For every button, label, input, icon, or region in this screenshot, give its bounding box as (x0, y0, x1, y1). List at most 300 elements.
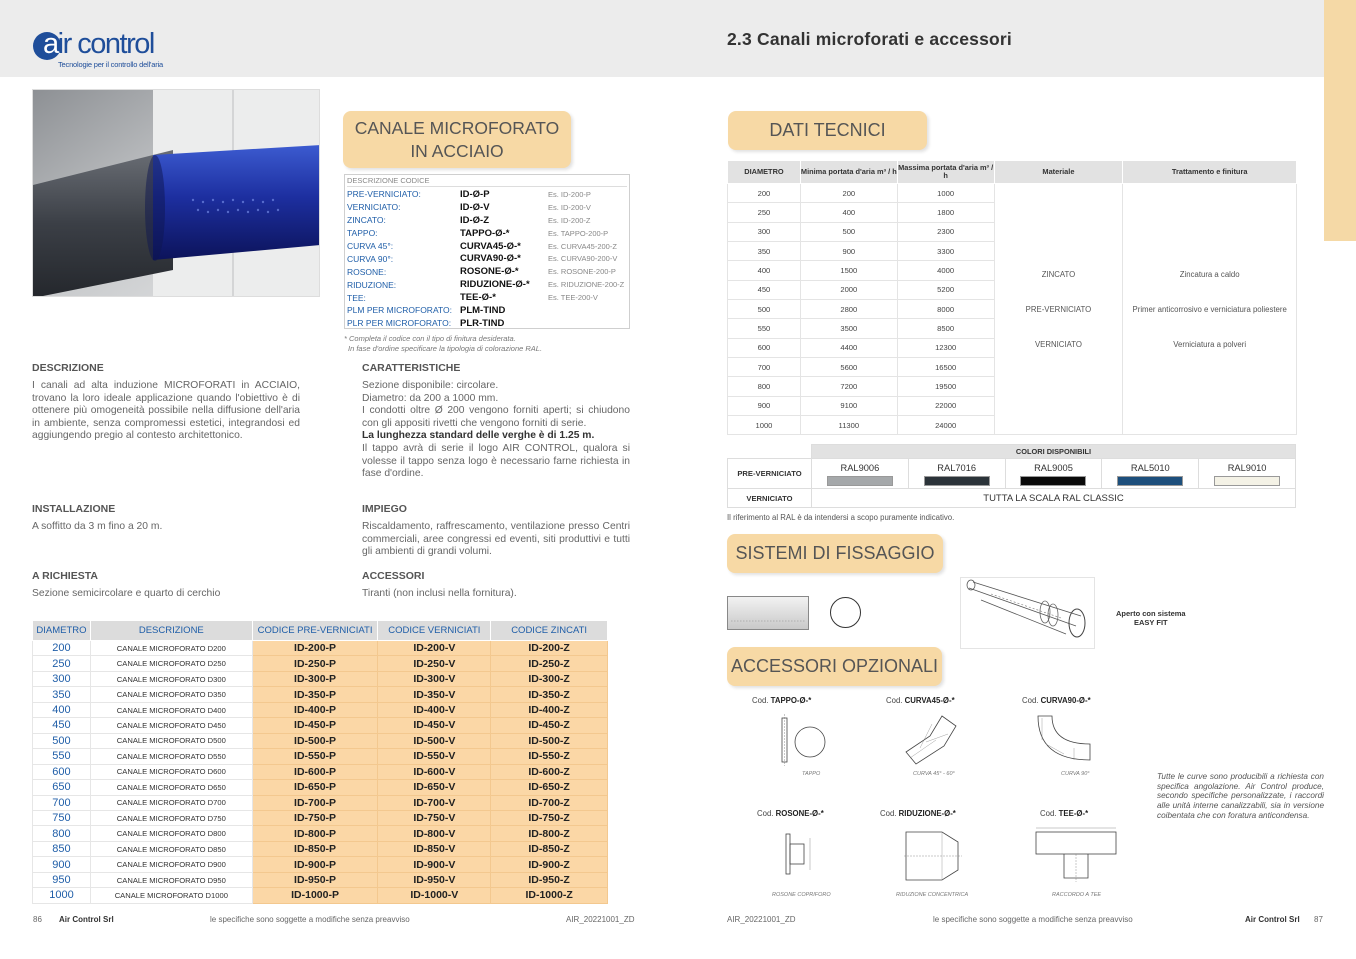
table-cell: ID-550-P (252, 749, 378, 764)
accessory-caption-curva45: CURVA 45° - 60° (913, 771, 955, 777)
caratteristiche-line5: Il tappo avrà di serie il logo AIR CONTROL, qualora si volesse il tappo senza logo è necessario farne richiesta in fase d'ordine. (362, 442, 630, 480)
table-cell: ID-250-P (252, 656, 378, 671)
tech-cell: 400 (728, 261, 801, 280)
table-cell: CANALE MICROFORATO D450 (90, 718, 252, 733)
code-example: Es. ID-200-V (548, 202, 591, 212)
tech-table (727, 160, 1297, 435)
accessory-label-curva45 (886, 696, 955, 705)
tech-row (728, 184, 1297, 203)
table-cell: 350 (33, 687, 91, 702)
table-cell: ID-350-P (252, 687, 378, 702)
a-richiesta-text: Sezione semicircolare e quarto di cerchio (32, 588, 221, 599)
color-swatch (1214, 476, 1280, 486)
color-swatch (924, 476, 990, 486)
table-row (33, 702, 608, 717)
table-cell: ID-450-V (378, 718, 491, 733)
table-cell: 750 (33, 810, 91, 825)
tech-cell: 900 (800, 241, 897, 260)
code-row (347, 265, 627, 278)
tech-cell: 3500 (800, 319, 897, 338)
table-cell: 900 (33, 857, 91, 872)
accessory-code: ROSONE-Ø-* (775, 809, 824, 818)
footer-right-disclaimer: le specifiche sono soggette a modifiche senza preavviso (933, 915, 1133, 924)
table-cell: 1000 (33, 888, 91, 903)
table-cell: ID-950-V (378, 872, 491, 887)
tech-cell: 500 (800, 222, 897, 241)
materiale-item: VERNICIATO (1034, 339, 1082, 349)
footer-right-page: 87 (1314, 915, 1323, 924)
ral-note: Il riferimento al RAL è da intendersi a scopo puramente indicativo. (727, 513, 955, 522)
descrizione-title: DESCRIZIONE (32, 362, 104, 374)
code-name: PRE-VERNICIATO: (347, 189, 421, 200)
tech-cell: 5600 (800, 357, 897, 376)
tech-cell: 16500 (897, 357, 994, 376)
caratteristiche-line3: I condotti oltre Ø 200 vengono forniti aperti; si chiudono con gli appositi rivetti che vengono forniti di serie. (362, 405, 630, 429)
page-accent-strip (1324, 0, 1356, 241)
dati-tecnici-badge: DATI TECNICI (728, 111, 927, 150)
page-title: 2.3 Canali microforati e accessori (727, 29, 1012, 49)
color-swatch-cell (908, 459, 1005, 489)
code-code: TAPPO-Ø-* (460, 227, 510, 239)
code-row (347, 240, 627, 253)
caratteristiche-line2: Diametro: da 200 a 1000 mm. (362, 392, 499, 404)
code-code: PLM-TIND (460, 304, 506, 316)
table-cell: ID-650-V (378, 780, 491, 795)
installazione-title: INSTALLAZIONE (32, 503, 116, 515)
product-table-header (33, 621, 608, 641)
code-example: Es. ID-200-Z (548, 215, 591, 225)
table-cell: ID-250-Z (491, 656, 608, 671)
code-example: Es. CURVA90-200-V (548, 254, 618, 264)
table-cell: 500 (33, 733, 91, 748)
table-cell: ID-900-V (378, 857, 491, 872)
table-cell: ID-500-V (378, 733, 491, 748)
code-name: ROSONE: (347, 266, 387, 277)
fixing-label-line2: EASY FIT (1133, 618, 1168, 627)
tech-materiale-cell (994, 184, 1123, 435)
code-code: ROSONE-Ø-* (460, 266, 519, 278)
tech-header-massima: Massima portata d'aria m³ / h (897, 161, 994, 184)
accessory-prefix: Cod. (1022, 696, 1039, 705)
colors-header-row (728, 445, 1296, 459)
fixing-section-circle (830, 597, 861, 628)
header-codice-verniciati: CODICE VERNICIATI (378, 621, 491, 641)
tech-cell: 800 (728, 377, 801, 396)
tech-cell: 500 (728, 299, 801, 318)
table-cell: 250 (33, 656, 91, 671)
footer-left-doc: AIR_20221001_ZD (566, 915, 635, 924)
table-cell: CANALE MICROFORATO D850 (90, 841, 252, 856)
table-row (33, 810, 608, 825)
accessory-caption-tee: RACCORDO A TEE (1052, 892, 1102, 898)
code-row (347, 317, 627, 330)
code-row (347, 291, 627, 304)
tech-cell: 4400 (800, 338, 897, 357)
header-descrizione: DESCRIZIONE (90, 621, 252, 641)
code-note-line2: In fase d'ordine specificare la tipologia di colorazione RAL. (348, 343, 543, 353)
tech-cell: 600 (728, 338, 801, 357)
fixing-tube-image (727, 596, 809, 630)
tech-cell: 350 (728, 241, 801, 260)
table-cell: CANALE MICROFORATO D950 (90, 872, 252, 887)
caratteristiche-line1: Sezione disponibile: circolare. (362, 380, 499, 391)
table-cell: ID-650-Z (491, 780, 608, 795)
table-row (33, 641, 608, 656)
table-cell: ID-850-V (378, 841, 491, 856)
table-cell: ID-500-Z (491, 733, 608, 748)
tech-cell: 200 (728, 184, 801, 203)
tech-cell: 8000 (897, 299, 994, 318)
table-cell: 200 (33, 641, 91, 656)
table-cell: 550 (33, 749, 91, 764)
code-row (347, 252, 627, 265)
code-name: ZINCATO: (347, 215, 386, 226)
trattamento-item: Verniciatura a polveri (1173, 339, 1247, 349)
code-name: CURVA 45°: (347, 241, 394, 251)
code-code: ID-Ø-P (460, 188, 490, 200)
logo-tagline: Tecnologie per il controllo dell'aria (58, 60, 163, 69)
tech-header-materiale: Materiale (994, 161, 1123, 184)
table-row (33, 857, 608, 872)
colors-table (727, 444, 1296, 508)
table-cell: ID-300-Z (491, 671, 608, 686)
code-description-box (344, 174, 630, 329)
table-cell: ID-750-P (252, 810, 378, 825)
table-cell: ID-600-V (378, 764, 491, 779)
materiale-item: ZINCATO (1041, 269, 1076, 279)
table-row (33, 826, 608, 841)
tech-trattamento-cell (1123, 184, 1297, 435)
table-cell: CANALE MICROFORATO D900 (90, 857, 252, 872)
table-cell: CANALE MICROFORATO D750 (90, 810, 252, 825)
table-cell: ID-350-V (378, 687, 491, 702)
table-cell: ID-450-Z (491, 718, 608, 733)
table-row (33, 687, 608, 702)
table-cell: ID-700-Z (491, 795, 608, 810)
accessory-code: CURVA90-Ø-* (1040, 696, 1091, 705)
accessory-prefix: Cod. (880, 809, 897, 818)
tech-cell: 22000 (897, 396, 994, 415)
color-swatch-name: RAL9010 (1227, 463, 1267, 473)
table-cell: CANALE MICROFORATO D650 (90, 780, 252, 795)
colors-vern-text: TUTTA LA SCALA RAL CLASSIC (812, 489, 1296, 508)
code-name: TEE: (347, 292, 366, 303)
code-example: Es. TEE-200-V (548, 293, 598, 303)
footer-right-doc: AIR_20221001_ZD (727, 915, 796, 924)
color-swatch-name: RAL7016 (937, 463, 977, 473)
table-cell: ID-400-Z (491, 702, 608, 717)
code-row (347, 278, 627, 291)
colors-vern-label: VERNICIATO (728, 489, 812, 508)
curva90-drawing (1034, 710, 1096, 768)
table-cell: ID-550-V (378, 749, 491, 764)
color-swatch-cell (1005, 459, 1102, 489)
code-code: PLR-TIND (460, 317, 505, 329)
table-row (33, 671, 608, 686)
colors-empty-cell (728, 445, 812, 459)
code-code: CURVA90-Ø-* (460, 253, 521, 265)
tech-cell: 2000 (800, 280, 897, 299)
footer-left-disclaimer: le specifiche sono soggette a modifiche senza preavviso (210, 915, 410, 924)
tech-cell: 2800 (800, 299, 897, 318)
code-row (347, 304, 627, 317)
brand-logo (33, 28, 163, 70)
table-cell: 300 (33, 671, 91, 686)
table-cell: CANALE MICROFORATO D400 (90, 702, 252, 717)
tech-cell: 3300 (897, 241, 994, 260)
code-row (347, 227, 627, 240)
table-cell: ID-650-P (252, 780, 378, 795)
code-example: Es. TAPPO-200-P (548, 228, 609, 238)
table-cell: ID-300-P (252, 671, 378, 686)
accessory-prefix: Cod. (752, 696, 769, 705)
code-code: ID-Ø-Z (460, 214, 490, 226)
code-name: VERNICIATO: (347, 202, 401, 213)
code-code: RIDUZIONE-Ø-* (460, 279, 530, 291)
table-cell: 600 (33, 764, 91, 779)
tech-cell: 550 (728, 319, 801, 338)
rosone-drawing (782, 826, 824, 882)
tech-cell: 9100 (800, 396, 897, 415)
code-example: Es. ROSONE-200-P (548, 267, 616, 277)
caratteristiche-text (362, 380, 630, 481)
accessory-label-rosone (757, 809, 824, 818)
table-cell: ID-750-Z (491, 810, 608, 825)
code-note (344, 334, 542, 353)
code-name: RIDUZIONE: (347, 279, 397, 290)
header-diametro: DIAMETRO (33, 621, 91, 641)
accessory-code: RIDUZIONE-Ø-* (898, 809, 956, 818)
footer-left-company: Air Control Srl (59, 915, 114, 924)
table-row (33, 780, 608, 795)
code-name: PLM PER MICROFORATO: (347, 305, 453, 316)
table-row (33, 872, 608, 887)
code-row (347, 214, 627, 227)
accessory-prefix: Cod. (886, 696, 903, 705)
color-swatch-name: RAL5010 (1130, 463, 1170, 473)
installazione-text: A soffitto da 3 m fino a 20 m. (32, 521, 163, 532)
tech-cell: 250 (728, 203, 801, 222)
table-cell: CANALE MICROFORATO D300 (90, 671, 252, 686)
tee-drawing (1034, 824, 1118, 886)
table-cell: ID-700-P (252, 795, 378, 810)
footer-left-page: 86 (33, 915, 42, 924)
tech-header-trattamento: Trattamento e finitura (1123, 161, 1297, 184)
tech-cell: 11300 (800, 415, 897, 434)
colors-pre-row (728, 459, 1296, 489)
materiale-item: PRE-VERNICIATO (1025, 304, 1092, 314)
tech-cell: 900 (728, 396, 801, 415)
table-cell: ID-500-P (252, 733, 378, 748)
color-swatch (827, 476, 893, 486)
table-row (33, 656, 608, 671)
trattamento-item: Primer anticorrosivo e verniciatura poliestere (1132, 304, 1287, 314)
code-example: Es. CURVA45-200-Z (548, 241, 617, 251)
table-cell: ID-550-Z (491, 749, 608, 764)
table-cell: CANALE MICROFORATO D700 (90, 795, 252, 810)
tech-cell: 4000 (897, 261, 994, 280)
table-row (33, 718, 608, 733)
accessori-note: Tutte le curve sono producibili a richiesta con specifica angolazione. Air Control produce, secondo specifiche personalizzate, i raccordi alle unità interne canalizzabili, sia in versione coibentata che con foratura anticondensa. (1157, 772, 1324, 820)
table-cell: ID-800-Z (491, 826, 608, 841)
table-cell: ID-300-V (378, 671, 491, 686)
accessory-code: CURVA45-Ø-* (904, 696, 955, 705)
table-cell: ID-350-Z (491, 687, 608, 702)
table-cell: ID-600-Z (491, 764, 608, 779)
table-row (33, 841, 608, 856)
accessori-opzionali-badge: ACCESSORI OPZIONALI (727, 647, 942, 686)
color-swatch-cell (1199, 459, 1296, 489)
table-cell: 850 (33, 841, 91, 856)
table-cell: ID-900-P (252, 857, 378, 872)
curva45-drawing (900, 712, 962, 768)
colors-vern-row (728, 489, 1296, 508)
table-cell: ID-850-Z (491, 841, 608, 856)
tech-cell: 1000 (728, 415, 801, 434)
table-cell: ID-1000-P (252, 888, 378, 903)
code-example: Es. ID-200-P (548, 189, 591, 199)
tech-cell: 24000 (897, 415, 994, 434)
tech-table-header (728, 161, 1297, 184)
code-row (347, 201, 627, 214)
accessory-prefix: Cod. (757, 809, 774, 818)
table-row (33, 733, 608, 748)
table-cell: ID-200-P (252, 641, 378, 656)
accessory-label-tee (1040, 809, 1088, 818)
code-code: ID-Ø-V (460, 201, 490, 213)
code-name: CURVA 90°: (347, 253, 394, 264)
table-cell: ID-950-Z (491, 872, 608, 887)
accessory-caption-curva90: CURVA 90° (1061, 771, 1090, 777)
table-row (33, 795, 608, 810)
caratteristiche-title: CARATTERISTICHE (362, 362, 461, 374)
color-swatch-name: RAL9006 (840, 463, 880, 473)
table-cell: ID-600-P (252, 764, 378, 779)
colors-header: COLORI DISPONIBILI (812, 445, 1296, 459)
table-cell: 650 (33, 780, 91, 795)
fixing-label-line1: Aperto con sistema (1116, 609, 1186, 618)
color-swatch-cell (812, 459, 909, 489)
table-cell: CANALE MICROFORATO D200 (90, 641, 252, 656)
table-cell: ID-400-V (378, 702, 491, 717)
tech-cell: 1500 (800, 261, 897, 280)
code-example: Es. RIDUZIONE-200-Z (548, 280, 625, 290)
table-cell: ID-850-P (252, 841, 378, 856)
table-cell: ID-900-Z (491, 857, 608, 872)
table-cell: CANALE MICROFORATO D250 (90, 656, 252, 671)
tech-header-diametro: DIAMETRO (728, 161, 801, 184)
logo-wordmark: air control (43, 28, 154, 60)
product-title-badge (343, 111, 571, 168)
header-band (0, 0, 1356, 77)
table-cell: 450 (33, 718, 91, 733)
tech-cell: 19500 (897, 377, 994, 396)
product-title-line2: IN ACCIAIO (410, 141, 504, 161)
tech-cell: 450 (728, 280, 801, 299)
code-row (347, 188, 627, 201)
accessory-caption-tappo: TAPPO (802, 771, 821, 777)
table-cell: ID-1000-Z (491, 888, 608, 903)
table-cell: ID-450-P (252, 718, 378, 733)
color-swatch (1117, 476, 1183, 486)
tech-cell: 8500 (897, 319, 994, 338)
accessori-title: ACCESSORI (362, 570, 425, 582)
color-swatch-name: RAL9005 (1034, 463, 1073, 473)
tech-cell: 1000 (897, 184, 994, 203)
tech-cell: 2300 (897, 222, 994, 241)
tech-cell: 300 (728, 222, 801, 241)
table-cell: 700 (33, 795, 91, 810)
code-name: PLR PER MICROFORATO: (347, 318, 452, 329)
table-cell: ID-700-V (378, 795, 491, 810)
table-cell: ID-400-P (252, 702, 378, 717)
descrizione-text: I canali ad alta induzione MICROFORATI in ACCIAIO, trovano la loro ideale applicazione quando l'obiettivo è di ottenere più omogeneità possibile nella diffusione dell'aria in ambiente, senza compromessi estetici, integrandosi ed aggiungendo pregio al contesto architettonico. (32, 380, 300, 442)
tech-cell: 400 (800, 203, 897, 222)
tech-cell: 200 (800, 184, 897, 203)
tech-cell: 700 (728, 357, 801, 376)
accessory-label-riduzione (880, 809, 956, 818)
table-cell: ID-250-V (378, 656, 491, 671)
header-codice-zincati: CODICE ZINCATI (491, 621, 608, 641)
sistemi-fissaggio-badge: SISTEMI DI FISSAGGIO (727, 534, 943, 573)
color-swatch-cell (1102, 459, 1199, 489)
table-cell: CANALE MICROFORATO D350 (90, 687, 252, 702)
product-photo (32, 89, 320, 297)
tech-cell: 5200 (897, 280, 994, 299)
accessory-label-curva90 (1022, 696, 1091, 705)
table-cell: 950 (33, 872, 91, 887)
product-table (32, 620, 608, 904)
trattamento-item: Zincatura a caldo (1179, 269, 1240, 279)
riduzione-drawing (896, 826, 968, 884)
table-cell: 400 (33, 702, 91, 717)
table-cell: ID-750-V (378, 810, 491, 825)
tech-cell: 7200 (800, 377, 897, 396)
table-row (33, 749, 608, 764)
caratteristiche-line4: La lunghezza standard delle verghe è di 1.25 m. (362, 430, 595, 442)
impiego-title: IMPIEGO (362, 503, 407, 515)
accessory-prefix: Cod. (1040, 809, 1057, 818)
code-code: TEE-Ø-* (460, 292, 496, 304)
header-codice-pre-verniciati: CODICE PRE-VERNICIATI (252, 621, 378, 641)
table-cell: ID-800-P (252, 826, 378, 841)
table-cell: ID-800-V (378, 826, 491, 841)
accessory-code: TAPPO-Ø-* (770, 696, 812, 705)
color-swatch (1020, 476, 1086, 486)
tech-header-minima: Minima portata d'aria m³ / h (800, 161, 897, 184)
code-note-line1: * Completa il codice con il tipo di finitura desiderata. (344, 334, 516, 343)
table-row (33, 764, 608, 779)
table-cell: ID-1000-V (378, 888, 491, 903)
accessory-code: TEE-Ø-* (1058, 809, 1089, 818)
code-code: CURVA45-Ø-* (460, 240, 521, 252)
product-title-line1: CANALE MICROFORATO (354, 118, 560, 138)
fixing-label (1116, 609, 1186, 627)
accessori-text: Tiranti (non inclusi nella fornitura). (362, 588, 517, 599)
table-cell: CANALE MICROFORATO D800 (90, 826, 252, 841)
table-cell: CANALE MICROFORATO D600 (90, 764, 252, 779)
table-cell: CANALE MICROFORATO D1000 (90, 888, 252, 903)
table-cell: 800 (33, 826, 91, 841)
colors-pre-label: PRE-VERNICIATO (728, 459, 812, 489)
table-cell: ID-200-V (378, 641, 491, 656)
tech-cell: 12300 (897, 338, 994, 357)
accessory-label-tappo (752, 696, 811, 705)
accessory-caption-rosone: ROSONE COPRIFORO (772, 892, 831, 898)
footer-right-company: Air Control Srl (1245, 915, 1300, 924)
tappo-drawing (778, 712, 830, 770)
code-name: TAPPO: (347, 228, 378, 239)
